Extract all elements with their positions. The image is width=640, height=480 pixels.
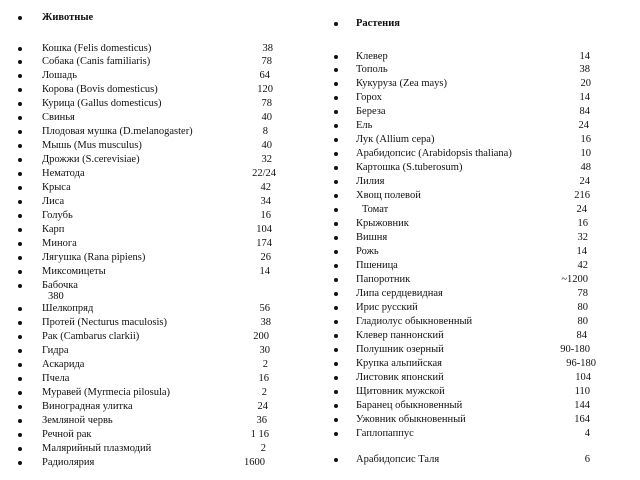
plants-list-item (320, 232, 640, 244)
animals-list-item (0, 84, 300, 96)
plants-list-item (320, 92, 640, 104)
plants-item-value: 164 (574, 414, 590, 425)
plants-item-value: 16 (577, 218, 588, 229)
plants-item-name: Хвощ полевой (356, 190, 421, 201)
bullet-icon (18, 88, 22, 92)
animals-list-item (0, 303, 300, 315)
animals-item-value: 380 (48, 291, 64, 302)
animals-item-name: Мышь (Mus musculus) (42, 140, 142, 151)
animals-item-name: Миксомицеты (42, 266, 106, 277)
plants-item-name: Рожь (356, 246, 379, 257)
bullet-icon (334, 404, 338, 408)
bullet-icon (334, 110, 338, 114)
bullet-icon (18, 144, 22, 148)
plants-item-name: Крыжовник (356, 218, 409, 229)
plants-item-name: Томат (362, 204, 389, 215)
animals-list-item (0, 429, 300, 441)
plants-item-value: 80 (577, 302, 588, 313)
animals-item-name: Муравей (Myrmecia pilosula) (42, 387, 171, 398)
animals-list-item (0, 196, 300, 208)
animals-item-value: 120 (257, 84, 273, 95)
plants-item-value: 24 (578, 120, 589, 131)
plants-list-item (320, 454, 640, 466)
bullet-icon (18, 130, 22, 134)
plants-item-value: 42 (577, 260, 588, 271)
plants-item-value: 14 (576, 246, 587, 257)
plants-item-value: 78 (577, 288, 588, 299)
plants-item-value: 48 (580, 162, 591, 173)
plants-item-value: ~1200 (561, 274, 588, 285)
animals-item-value: 78 (261, 56, 272, 67)
plants-list-item (320, 190, 640, 202)
animals-item-value: 38 (260, 317, 271, 328)
animals-item-name: Голубь (42, 210, 73, 221)
plants-list-item (320, 428, 640, 440)
bullet-icon (334, 376, 338, 380)
plants-list-item (320, 218, 640, 230)
bullet-icon (18, 419, 22, 423)
plants-list-item (320, 260, 640, 272)
plants-item-value: 104 (575, 372, 591, 383)
plants-item-name: Лук (Allium cepa) (356, 134, 435, 145)
plants-title: Растения (356, 18, 400, 29)
animals-item-name: Виноградная улитка (42, 401, 133, 412)
plants-heading-row (320, 18, 640, 30)
bullet-icon (18, 60, 22, 64)
bullet-icon (18, 214, 22, 218)
animals-item-name: Лягушка (Rana pipiens) (42, 252, 146, 263)
bullet-icon (18, 391, 22, 395)
bullet-icon (334, 264, 338, 268)
plants-list-item (320, 106, 640, 118)
animals-item-value: 64 (259, 70, 270, 81)
animals-item-value: 8 (262, 126, 268, 137)
bullet-icon (334, 68, 338, 72)
animals-item-name: Лошадь (42, 70, 77, 81)
animals-item-name: Речной рак (42, 429, 92, 440)
plants-item-value: 10 (580, 148, 591, 159)
plants-list-item (320, 51, 640, 63)
bullet-icon (18, 186, 22, 190)
animals-list-item (0, 443, 300, 455)
plants-list-item (320, 344, 640, 356)
plants-item-value: 32 (577, 232, 588, 243)
bullet-icon (334, 180, 338, 184)
bullet-icon (18, 405, 22, 409)
animals-item-name: Плодовая мушка (D.melanogaster) (42, 126, 193, 137)
plants-item-name: Клевер (356, 51, 388, 62)
plants-item-name: Крупка альпийская (356, 358, 442, 369)
plants-list-item (320, 64, 640, 76)
plants-list-item (320, 176, 640, 188)
animals-list-item (0, 252, 300, 264)
animals-item-value: 1 16 (250, 429, 269, 440)
animals-list-item (0, 140, 300, 152)
plants-list-item (320, 274, 640, 286)
animals-heading-row (0, 12, 300, 24)
animals-item-name: Собака (Canis familiaris) (42, 56, 151, 67)
plants-item-value: 80 (577, 316, 588, 327)
animals-item-value: 2 (262, 359, 268, 370)
plants-list-item (320, 316, 640, 328)
animals-list-item (0, 457, 300, 469)
bullet-icon (334, 362, 338, 366)
animals-item-value: 40 (261, 112, 272, 123)
animals-item-value: 2 (261, 387, 267, 398)
animals-item-name: Корова (Bovis domesticus) (42, 84, 158, 95)
bullet-icon (334, 166, 338, 170)
animals-title: Животные (42, 12, 94, 23)
bullet-icon (18, 307, 22, 311)
plants-item-name: Вишня (356, 232, 388, 243)
plants-item-value: 6 (584, 454, 590, 465)
animals-item-name: Карп (42, 224, 65, 235)
plants-item-name: Горох (356, 92, 382, 103)
animals-item-value: 56 (259, 303, 270, 314)
bullet-icon (18, 284, 22, 288)
animals-list-item (0, 56, 300, 68)
bullet-icon (18, 256, 22, 260)
animals-item-value: 104 (256, 224, 272, 235)
animals-item-name: Нематода (42, 168, 85, 179)
animals-item-value: 42 (260, 182, 271, 193)
bullet-icon (18, 74, 22, 78)
plants-item-name: Гаплопаппус (356, 428, 414, 439)
bullet-icon (334, 292, 338, 296)
animals-list-item (0, 415, 300, 427)
animals-list-item (0, 331, 300, 343)
plants-item-name: Ирис русский (356, 302, 418, 313)
animals-item-value: 14 (259, 266, 270, 277)
animals-list-item (0, 401, 300, 413)
animals-list-item (0, 359, 300, 371)
animals-item-value: 2 (260, 443, 266, 454)
bullet-icon (18, 47, 22, 51)
bullet-icon (334, 306, 338, 310)
plants-list-item (320, 162, 640, 174)
animals-item-name: Гидра (42, 345, 69, 356)
plants-item-name: Лилия (356, 176, 385, 187)
bullet-icon (18, 102, 22, 106)
animals-item-value: 174 (256, 238, 272, 249)
bullet-icon (18, 461, 22, 465)
bullet-icon (18, 16, 22, 20)
animals-list-item (0, 345, 300, 357)
plants-item-name: Картошка (S.tuberosum) (356, 162, 463, 173)
plants-item-name: Арабидопсис (Arabidopsis thaliana) (356, 148, 512, 159)
plants-item-value: 84 (576, 330, 587, 341)
bullet-icon (334, 236, 338, 240)
animals-item-name: Пчела (42, 373, 70, 384)
bullet-icon (334, 432, 338, 436)
animals-item-name: Дрожжи (S.cerevisiae) (42, 154, 140, 165)
bullet-icon (334, 55, 338, 59)
plants-item-name: Щитовник мужской (356, 386, 445, 397)
plants-list-item (320, 414, 640, 426)
animals-list-item (0, 210, 300, 222)
bullet-icon (18, 363, 22, 367)
animals-list-item (0, 98, 300, 110)
animals-item-value: 16 (258, 373, 269, 384)
bullet-icon (334, 320, 338, 324)
animals-item-name: Протей (Necturus maculosis) (42, 317, 167, 328)
animals-list-item (0, 387, 300, 399)
animals-list-item (0, 168, 300, 180)
plants-item-name: Береза (356, 106, 386, 117)
animals-list-item (0, 373, 300, 385)
animals-item-value: 200 (253, 331, 269, 342)
plants-item-value: 38 (579, 64, 590, 75)
animals-list-item (0, 317, 300, 329)
plants-list-item (320, 134, 640, 146)
animals-item-name: Кошка (Felis domesticus) (42, 43, 152, 54)
animals-list-item (0, 154, 300, 166)
bullet-icon (18, 270, 22, 274)
plants-item-name: Папоротник (356, 274, 411, 285)
plants-item-value: 14 (579, 51, 590, 62)
animals-list-item (0, 70, 300, 82)
plants-list-item (320, 204, 640, 216)
plants-item-name: Гладиолус обыкновенный (356, 316, 473, 327)
bullet-icon (18, 335, 22, 339)
plants-list-item (320, 400, 640, 412)
animals-item-name: Радиолярия (42, 457, 95, 468)
bullet-icon (334, 458, 338, 462)
animals-item-name: Свинья (42, 112, 75, 123)
plants-item-value: 4 (584, 428, 590, 439)
bullet-icon (18, 321, 22, 325)
bullet-icon (18, 242, 22, 246)
animals-list-item (0, 224, 300, 236)
bullet-icon (18, 377, 22, 381)
plants-list-item (320, 288, 640, 300)
animals-item-value: 38 (262, 43, 273, 54)
bullet-icon (334, 278, 338, 282)
bullet-icon (334, 22, 338, 26)
animals-item-value: 1600 (244, 457, 265, 468)
animals-item-name: Лиса (42, 196, 65, 207)
animals-item-value: 16 (260, 210, 271, 221)
animals-list-item (0, 182, 300, 194)
bullet-icon (334, 390, 338, 394)
animals-list-item (0, 238, 300, 250)
plants-item-name: Полушник озерный (356, 344, 444, 355)
bullet-icon (18, 433, 22, 437)
plants-item-value: 84 (579, 106, 590, 117)
animals-item-name: Малярийный плазмодий (42, 443, 152, 454)
plants-item-value: 90-180 (560, 344, 590, 355)
bullet-icon (334, 418, 338, 422)
animals-item-name: Шелкопряд (42, 303, 94, 314)
animals-list-item (0, 266, 300, 278)
bullet-icon (334, 96, 338, 100)
bullet-icon (334, 124, 338, 128)
plants-list-item (320, 246, 640, 258)
plants-item-name: Липа сердцевидная (356, 288, 443, 299)
plants-item-name: Ель (356, 120, 373, 131)
bullet-icon (334, 152, 338, 156)
bullet-icon (334, 250, 338, 254)
bullet-icon (334, 82, 338, 86)
plants-list-item (320, 120, 640, 132)
animals-list-item (0, 43, 300, 55)
plants-item-value: 110 (574, 386, 590, 397)
plants-item-value: 24 (579, 176, 590, 187)
bullet-icon (18, 447, 22, 451)
bullet-icon (18, 228, 22, 232)
animals-item-value: 40 (261, 140, 272, 151)
plants-item-value: 24 (576, 204, 587, 215)
plants-list-item (320, 330, 640, 342)
plants-item-value: 14 (579, 92, 590, 103)
plants-list-item (320, 358, 640, 370)
animals-item-value: 34 (260, 196, 271, 207)
animals-item-value: 30 (259, 345, 270, 356)
bullet-icon (334, 138, 338, 142)
animals-item-name: Крыса (42, 182, 71, 193)
animals-item-value: 32 (261, 154, 272, 165)
bullet-icon (18, 349, 22, 353)
bullet-icon (18, 200, 22, 204)
plants-item-value: 144 (574, 400, 590, 411)
plants-list-item (320, 386, 640, 398)
plants-item-value: 96-180 (566, 358, 596, 369)
animals-item-value: 24 (257, 401, 268, 412)
bullet-icon (334, 222, 338, 226)
bullet-icon (334, 208, 338, 212)
plants-item-value: 16 (580, 134, 591, 145)
plants-item-name: Ужовник обыкновенный (356, 414, 466, 425)
plants-item-name: Баранец обыкновенный (356, 400, 463, 411)
animals-item-value: 26 (260, 252, 271, 263)
animals-item-name: Земляной червь (42, 415, 113, 426)
plants-item-name: Листовик японский (356, 372, 444, 383)
animals-item-name: Курица (Gallus domesticus) (42, 98, 162, 109)
animals-item-name: Минога (42, 238, 77, 249)
bullet-icon (334, 334, 338, 338)
plants-item-name: Кукуруза (Zea mays) (356, 78, 447, 89)
animals-item-value: 22/24 (252, 168, 276, 179)
animals-item-name: Аскарида (42, 359, 85, 370)
bullet-icon (334, 194, 338, 198)
plants-item-name: Арабидопсис Таля (356, 454, 440, 465)
animals-item-name: Рак (Cambarus clarkii) (42, 331, 140, 342)
plants-list-item (320, 148, 640, 160)
plants-item-value: 216 (574, 190, 590, 201)
animals-list-item (0, 112, 300, 124)
plants-item-name: Клевер паннонский (356, 330, 444, 341)
bullet-icon (18, 158, 22, 162)
animals-list-item (0, 280, 300, 292)
animals-item-value: 36 (256, 415, 267, 426)
bullet-icon (18, 116, 22, 120)
animals-item-name: Бабочка (42, 280, 78, 291)
plants-list-item (320, 302, 640, 314)
plants-item-name: Тополь (356, 64, 388, 75)
plants-list-item (320, 372, 640, 384)
plants-item-value: 20 (580, 78, 591, 89)
bullet-icon (334, 348, 338, 352)
plants-list-item (320, 78, 640, 90)
plants-item-name: Пшеница (356, 260, 398, 271)
bullet-icon (18, 172, 22, 176)
animals-list-item (0, 126, 300, 138)
animals-item-value: 78 (261, 98, 272, 109)
